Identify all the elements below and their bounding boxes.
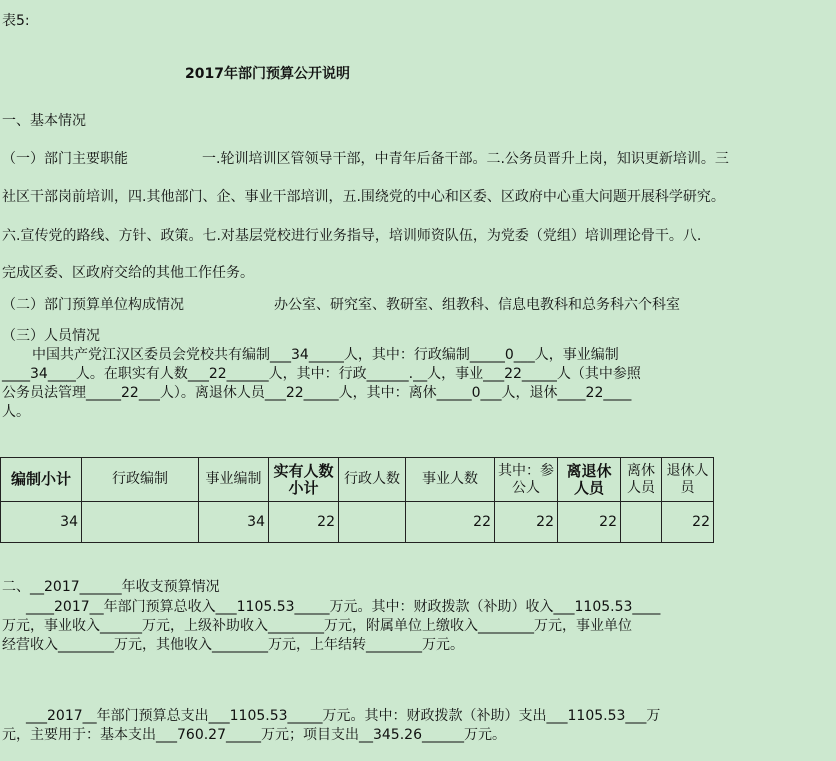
sheet-label: 表5:: [2, 13, 30, 29]
income-line-2: 万元，事业收入______万元，上级补助收入________万元，附属单位上缴收入________万元，事业单位: [2, 618, 632, 634]
duties-line-2: 社区干部岗前培训，四.其他部门、企、事业干部培训，五.围绕党的中心和区委、区政府中心重大问题开展科学研究。: [2, 189, 725, 205]
header-cell: 退休人员: [662, 458, 714, 502]
staff-label: （三）人员情况: [2, 328, 100, 344]
budget-heading: 二、__2017______年收支预算情况: [2, 579, 220, 595]
table-header-row: [1, 458, 714, 502]
header-cell: 事业人数: [406, 458, 495, 502]
duties-line-3: 六.宣传党的路线、方针、政策。七.对基层党校进行业务指导，培训师资队伍，为党委（党组）培训理论骨干。八.: [2, 228, 702, 244]
units-label: （二）部门预算单位构成情况: [2, 297, 184, 313]
staff-line-3: 公务员法管理_____22___人）。离退休人员___22_____人，其中：离休_____0___人，退休____22____: [2, 385, 632, 401]
header-cell: 离休人员: [621, 458, 662, 502]
value-cell: 22: [558, 502, 621, 543]
units-text: 办公室、研究室、教研室、组教科、信息电教科和总务科六个科室: [274, 297, 680, 313]
staff-table: [0, 457, 714, 543]
duties-line-1: 一.轮训培训区管领导干部，中青年后备干部。二.公务员晋升上岗，知识更新培训。三: [202, 151, 729, 167]
value-cell: [82, 502, 199, 543]
value-cell: 22: [406, 502, 495, 543]
table-row: [1, 502, 714, 543]
duties-label: （一）部门主要职能: [2, 151, 128, 167]
value-cell: 34: [1, 502, 82, 543]
page-title: 2017年部门预算公开说明: [185, 66, 350, 82]
value-cell: [621, 502, 662, 543]
value-cell: [339, 502, 406, 543]
value-cell: 22: [269, 502, 339, 543]
header-cell: 行政人数: [339, 458, 406, 502]
expense-line-2: 元，主要用于：基本支出___760.27_____万元；项目支出__345.26______万元。: [2, 727, 506, 743]
header-cell: 其中：参公人: [495, 458, 558, 502]
value-cell: 22: [662, 502, 714, 543]
header-cell: 事业编制: [199, 458, 269, 502]
staff-line-1: 中国共产党江汉区委员会党校共有编制___34_____人，其中：行政编制_____0___人，事业编制: [32, 347, 619, 363]
header-cell: 实有人数小计: [269, 458, 339, 502]
income-line-3: 经营收入________万元，其他收入________万元，上年结转________万元。: [2, 637, 464, 653]
staff-line-2: ____34____人。在职实有人数___22______人，其中：行政______.__人，事业___22_____人（其中参照: [2, 366, 641, 382]
header-cell: 离退休人员: [558, 458, 621, 502]
header-cell: 编制小计: [1, 458, 82, 502]
duties-line-4: 完成区委、区政府交给的其他工作任务。: [2, 265, 254, 281]
value-cell: 34: [199, 502, 269, 543]
expense-line-1: ___2017__年部门预算总支出___1105.53_____万元。其中：财政拨款（补助）支出___1105.53___万: [26, 708, 661, 724]
section-basic-heading: 一、基本情况: [2, 113, 86, 129]
value-cell: 22: [495, 502, 558, 543]
header-cell: 行政编制: [82, 458, 199, 502]
income-line-1: ____2017__年部门预算总收入___1105.53_____万元。其中：财政拨款（补助）收入___1105.53____: [26, 599, 661, 615]
staff-line-4: 人。: [2, 404, 30, 420]
